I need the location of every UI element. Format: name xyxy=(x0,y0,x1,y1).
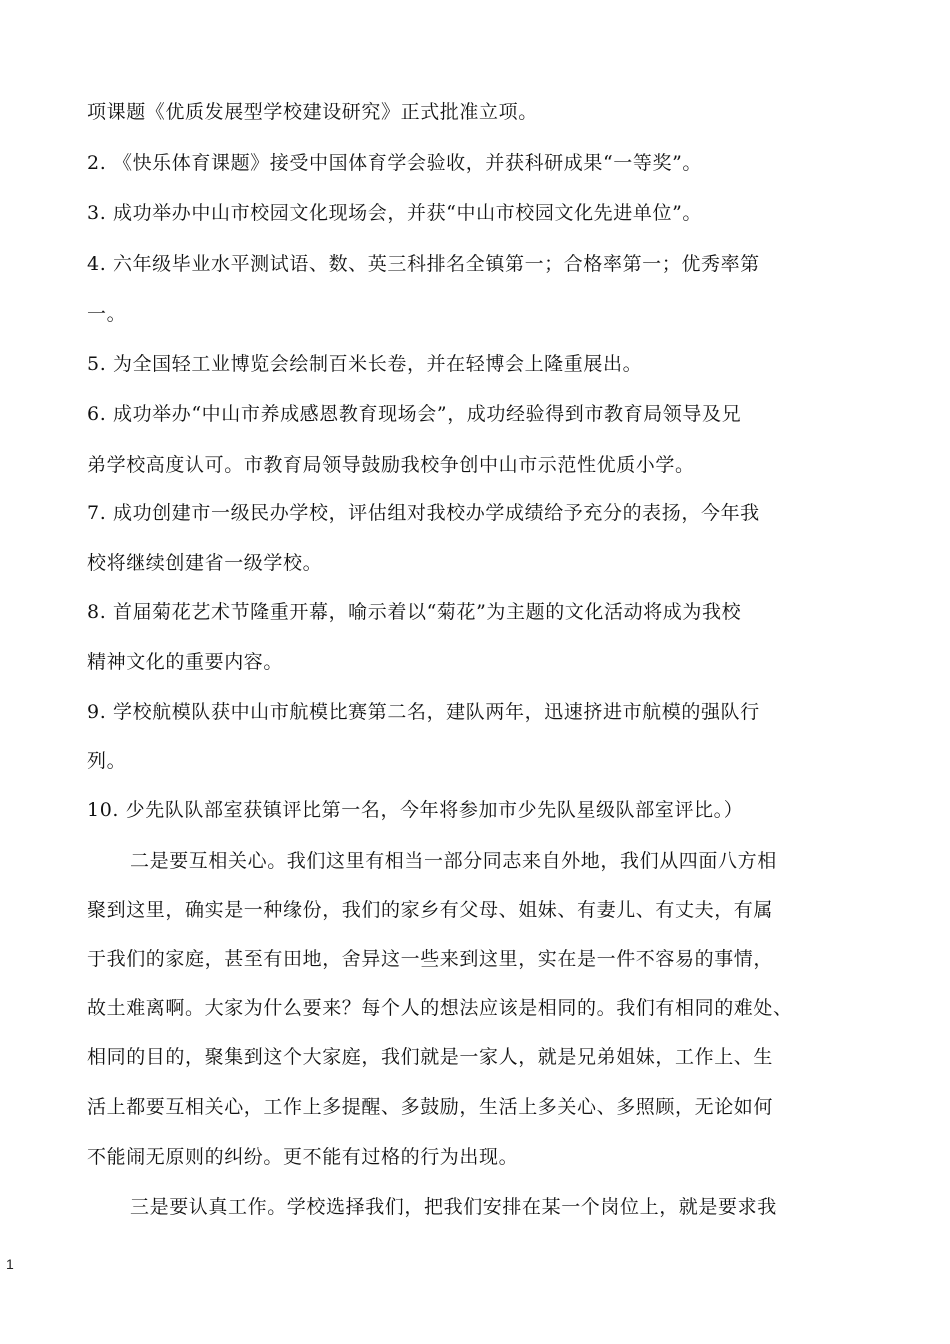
list-item: 5. 为全国轻工业博览会绘制百米长卷，并在轻博会上隆重展出。 xyxy=(87,353,643,375)
text-line: 校将继续创建省一级学校。 xyxy=(87,552,323,574)
text-line: 一。 xyxy=(87,303,127,325)
text-line: 项课题《优质发展型学校建设研究》正式批准立项。 xyxy=(87,101,538,123)
list-item: 10. 少先队队部室获镇评比第一名，今年将参加市少先队星级队部室评比。） xyxy=(87,799,744,821)
paragraph-start: 三是要认真工作。学校选择我们，把我们安排在某一个岗位上，就是要求我 xyxy=(130,1196,777,1218)
list-item: 4. 六年级毕业水平测试语、数、英三科排名全镇第一；合格率第一；优秀率第 xyxy=(87,253,760,275)
text-line: 故土难离啊。大家为什么要来？每个人的想法应该是相同的。我们有相同的难处、 xyxy=(87,997,793,1019)
page-number: 1 xyxy=(6,1256,14,1272)
text-line: 精神文化的重要内容。 xyxy=(87,651,284,673)
text-line: 于我们的家庭，甚至有田地，舍异这一些来到这里，实在是一件不容易的事情， xyxy=(87,948,774,970)
list-item: 2. 《快乐体育课题》接受中国体育学会验收，并获科研成果“一等奖”。 xyxy=(87,152,702,174)
text-line: 不能闹无原则的纠纷。更不能有过格的行为出现。 xyxy=(87,1146,519,1168)
text-line: 弟学校高度认可。市教育局领导鼓励我校争创中山市示范性优质小学。 xyxy=(87,454,695,476)
paragraph-start: 二是要互相关心。我们这里有相当一部分同志来自外地，我们从四面八方相 xyxy=(130,850,777,872)
text-line: 聚到这里，确实是一种缘份，我们的家乡有父母、姐妹、有妻儿、有丈夫，有属 xyxy=(87,899,774,921)
list-item: 8. 首届菊花艺术节隆重开幕，喻示着以“菊花”为主题的文化活动将成为我校 xyxy=(87,601,742,623)
text-line: 活上都要互相关心，工作上多提醒、多鼓励，生活上多关心、多照顾，无论如何 xyxy=(87,1096,774,1118)
text-line: 相同的目的，聚集到这个大家庭，我们就是一家人，就是兄弟姐妹，工作上、生 xyxy=(87,1046,774,1068)
list-item: 9. 学校航模队获中山市航模比赛第二名，建队两年，迅速挤进市航模的强队行 xyxy=(87,701,760,723)
list-item: 7. 成功创建市一级民办学校，评估组对我校办学成绩给予充分的表扬，今年我 xyxy=(87,502,760,524)
list-item: 6. 成功举办“中山市养成感恩教育现场会”，成功经验得到市教育局领导及兄 xyxy=(87,403,742,425)
list-item: 3. 成功举办中山市校园文化现场会，并获“中山市校园文化先进单位”。 xyxy=(87,202,702,224)
text-line: 列。 xyxy=(87,750,127,772)
